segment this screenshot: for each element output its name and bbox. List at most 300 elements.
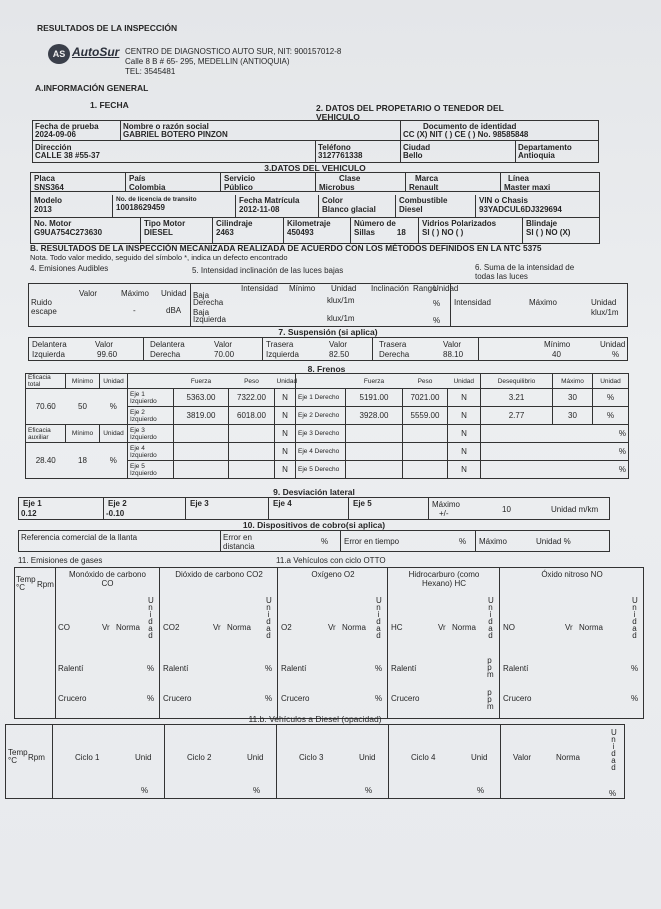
error-tiempo-label: Error en tiempo xyxy=(344,537,400,546)
referencia-cell xyxy=(19,531,221,551)
fuerza-label: Fuerza xyxy=(174,374,229,389)
nombre-value: GABRIEL BOTERO PINZON xyxy=(123,129,228,139)
gas-column xyxy=(55,567,160,719)
licencia-cell xyxy=(113,195,236,217)
suspension-label: Trasera Izquierda xyxy=(266,340,299,359)
s5-klux-izq: klux/1m xyxy=(327,314,355,323)
ef-total-min: 50 xyxy=(66,389,100,425)
ralenti-unit: % xyxy=(265,664,273,673)
norma-label: Norma xyxy=(579,623,604,632)
eje-label: Eje 4 xyxy=(273,499,292,508)
diesel-heading: 11.b. Vehículos a Diesel (opacidad) xyxy=(248,714,382,724)
lights-table xyxy=(28,283,628,327)
s4-max-value: - xyxy=(133,306,136,315)
unidad-vertical-label: Unidad xyxy=(611,728,617,772)
vehicle-row-1 xyxy=(30,172,600,191)
motor-cell xyxy=(31,218,141,243)
suspension-table xyxy=(28,337,628,361)
placa-value: SNS364 xyxy=(34,183,64,191)
nombre-label: Nombre o razón social xyxy=(123,121,209,131)
vr-label: Vr xyxy=(328,623,336,632)
axle-left-unit: N xyxy=(275,461,296,479)
direccion-label: Dirección xyxy=(35,142,72,152)
suspension-valor-label: Valor xyxy=(329,340,348,349)
telefono-value: 3127761338 xyxy=(318,150,363,160)
axle-right-peso: 7021.00 xyxy=(403,389,448,407)
logo-text: AutoSur xyxy=(72,45,120,59)
diesel-table xyxy=(5,724,625,799)
cilindraje-cell xyxy=(213,218,284,243)
tipo-motor-label: Tipo Motor xyxy=(144,219,186,228)
crucero-label: Crucero xyxy=(503,694,532,703)
s5-heading: 5. Intensidad inclinación de las luces bajas xyxy=(192,266,344,275)
ef-unidad-label: Unidad xyxy=(100,374,128,389)
company-phone: TEL: 3545481 xyxy=(125,67,176,76)
vehicle-row-3 xyxy=(30,217,600,244)
axle-right-label: Eje 1 Derecho xyxy=(296,389,346,407)
fuerza-label-2: Fuerza xyxy=(346,374,403,389)
ef-aux-minimo-label: Mínimo xyxy=(66,425,100,443)
referencia-label: Referencia comercial de la llanta xyxy=(21,533,138,542)
s5-cell xyxy=(191,284,459,326)
suspension-value: 82.50 xyxy=(329,350,350,359)
suspension-unidad: % xyxy=(612,350,620,359)
axle-right-unit: N xyxy=(448,425,481,443)
norma-label: Norma xyxy=(227,623,252,632)
crucero-unit: % xyxy=(375,694,383,703)
s5-pct-izq: % xyxy=(433,316,441,325)
cilindraje-label: Cilindraje xyxy=(216,219,253,228)
fecha-cell xyxy=(33,121,121,141)
ralenti-unit: % xyxy=(631,664,639,673)
s6-unit: klux/1m xyxy=(591,308,619,317)
departamento-label: Departamento xyxy=(518,142,572,152)
documento-cell xyxy=(401,121,599,141)
s5-intensidad: Intensidad xyxy=(241,284,278,293)
axle-right-label: Eje 4 Derecho xyxy=(296,443,346,461)
fecha-matricula-cell xyxy=(236,195,319,217)
pct: % xyxy=(253,786,261,795)
direccion-value: CALLE 38 #55-37 xyxy=(35,150,100,160)
ciclo-label: Ciclo 2 xyxy=(187,753,212,762)
desviacion-eje-4 xyxy=(269,498,349,519)
ef-total-unit: % xyxy=(100,389,128,425)
suspension-del-izq xyxy=(29,338,144,360)
axle-right-fuerza: 5191.00 xyxy=(346,389,403,407)
s5-minimo: Mínimo xyxy=(289,284,316,293)
ralenti-label: Ralentí xyxy=(58,664,84,673)
axle-left-label: Eje 4 Izquierdo xyxy=(128,443,174,461)
ralenti-label: Ralentí xyxy=(391,664,417,673)
servicio-cell xyxy=(221,173,316,191)
crucero-unit: % xyxy=(265,694,273,703)
axle-left-label: Eje 5 Izquierdo xyxy=(128,461,174,479)
axle-left-unit: N xyxy=(275,389,296,407)
frenos-heading: 8. Frenos xyxy=(307,364,346,374)
pct: % xyxy=(321,537,329,546)
desviacion-heading: 9. Desviación lateral xyxy=(273,487,355,497)
fecha-matricula-value: 2012-11-08 xyxy=(239,205,280,214)
temp-label: Temp °C xyxy=(8,748,28,765)
axle-left-unit: N xyxy=(275,443,296,461)
table-row xyxy=(26,425,629,443)
eje-label: Eje 5 xyxy=(353,499,372,508)
axle-left-label: Eje 1 Izquierdo xyxy=(128,389,174,407)
suspension-tras-izq xyxy=(263,338,373,360)
axle-left-label: Eje 3 Izquierdo xyxy=(128,425,174,443)
sillas-value: 18 xyxy=(396,228,406,237)
ralenti-unit: % xyxy=(375,664,383,673)
s4-valor: Valor xyxy=(79,289,98,298)
gas-title: Dióxido de carbono CO2 xyxy=(175,570,263,579)
ciudad-cell xyxy=(401,141,516,163)
ef-aux-min: 18 xyxy=(66,443,100,479)
clase-cell xyxy=(316,173,406,191)
unidad-vertical-label: Unidad xyxy=(376,596,382,640)
gas-symbol: HC xyxy=(391,623,403,632)
pct: % xyxy=(609,789,617,798)
linea-label: Línea xyxy=(508,174,529,183)
ciudad-label: Ciudad xyxy=(403,142,431,152)
unid-label: Unid xyxy=(471,753,488,762)
s4-unidad: Unidad xyxy=(161,289,187,298)
company-logo xyxy=(48,44,120,64)
suspension-value: 70.00 xyxy=(214,350,235,359)
ciclo-4-cell xyxy=(389,725,501,798)
suspension-unidad-label: Unidad xyxy=(600,340,626,349)
maximo-label: Máximo xyxy=(432,500,461,509)
error-tiempo-cell xyxy=(341,531,476,551)
vin-label: VIN o Chasis xyxy=(479,196,528,205)
ef-minimo-label: Mínimo xyxy=(66,374,100,389)
unid-label: Unid xyxy=(247,753,264,762)
norma-label: Norma xyxy=(342,623,367,632)
s4-ruido: Ruido escape xyxy=(31,298,57,316)
desequilibrio-label: Desequilibrio xyxy=(481,374,553,389)
linea-value: Master maxi xyxy=(504,183,551,191)
eje-label: Eje 2 xyxy=(108,499,127,508)
ciclo-3-cell xyxy=(277,725,389,798)
axle-right-label: Eje 5 Derecho xyxy=(296,461,346,479)
placa-label: Placa xyxy=(34,174,55,183)
unidad-vertical-label: Unidad xyxy=(632,596,638,640)
modelo-cell xyxy=(31,195,113,217)
unidad-label-3: Unidad xyxy=(593,374,629,389)
axle-right-peso: 5559.00 xyxy=(403,407,448,425)
placa-cell xyxy=(31,173,126,191)
otto-heading: 11.a Vehículos con ciclo OTTO xyxy=(276,556,386,565)
unidad-vertical-label: Unidad xyxy=(266,596,272,640)
clase-value: Microbus xyxy=(319,183,355,191)
axle-right-fuerza: 3928.00 xyxy=(346,407,403,425)
motor-value: G9UA754C273630 xyxy=(34,228,103,237)
vehicle-heading: 3.DATOS DEL VEHICULO xyxy=(264,163,366,173)
tipo-motor-value: DIESEL xyxy=(144,228,173,237)
modelo-value: 2013 xyxy=(34,205,52,214)
modelo-label: Modelo xyxy=(34,196,62,205)
gas-column xyxy=(500,567,644,719)
ciclo-label: Ciclo 1 xyxy=(75,753,100,762)
norma-label: Norma xyxy=(556,753,581,762)
axle-left-peso: 7322.00 xyxy=(229,389,275,407)
gas-symbol: O2 xyxy=(281,623,292,632)
vin-value: 93YADCUL6DJ329694 xyxy=(479,205,562,214)
sillas-cell xyxy=(351,218,419,243)
vidrios-value: SI ( ) NO ( ) xyxy=(422,228,464,237)
desequilibrio-unit: % xyxy=(481,443,629,461)
desviacion-eje-2 xyxy=(104,498,186,519)
ef-aux-unit: % xyxy=(100,443,128,479)
suspension-label: Delantera Izquierda xyxy=(32,340,67,359)
color-cell xyxy=(319,195,396,217)
crucero-unit: ppm xyxy=(487,688,494,711)
maximo-label: Máximo xyxy=(479,537,508,546)
crucero-label: Crucero xyxy=(281,694,310,703)
combustible-label: Combustible xyxy=(399,196,448,205)
suspension-valor-label: Valor xyxy=(443,340,462,349)
s5-klux-der: klux/1m xyxy=(327,296,355,305)
cobro-heading: 10. Dispositivos de cobro(si aplica) xyxy=(242,520,386,530)
suspension-valor-label: Valor xyxy=(95,340,114,349)
unid-label: Unid xyxy=(359,753,376,762)
telefono-cell xyxy=(316,141,401,163)
eje-label: Eje 1 xyxy=(23,499,42,508)
axle-right-unit: N xyxy=(448,461,481,479)
crucero-label: Crucero xyxy=(391,694,420,703)
valor-label: Valor xyxy=(513,753,532,762)
vin-cell xyxy=(476,195,599,217)
vidrios-label: Vidrios Polarizados xyxy=(422,219,497,228)
axle-left-peso: 6018.00 xyxy=(229,407,275,425)
maximo-label: Máximo xyxy=(553,374,593,389)
desequilibrio-unit: % xyxy=(593,389,629,407)
desviacion-eje-3 xyxy=(186,498,269,519)
page-title: RESULTADOS DE LA INSPECCIÓN xyxy=(37,23,178,33)
axle-right-unit: N xyxy=(448,443,481,461)
s5-unidad-2: Unidad xyxy=(433,284,459,293)
ciudad-value: Bello xyxy=(403,150,423,160)
axle-left-unit: N xyxy=(275,425,296,443)
marca-cell xyxy=(406,173,501,191)
maximo-value: 30 xyxy=(553,389,593,407)
pct: % xyxy=(365,786,373,795)
vidrios-cell xyxy=(419,218,523,243)
fecha-value: 2024-09-06 xyxy=(35,129,76,139)
ciclo-label: Ciclo 3 xyxy=(299,753,324,762)
s4-cell xyxy=(29,284,191,326)
direccion-cell xyxy=(33,141,316,163)
pais-cell xyxy=(126,173,221,191)
logo-badge: AS xyxy=(48,44,70,64)
unidad-vertical-label: Unidad xyxy=(148,596,154,640)
axle-right-unit: N xyxy=(448,389,481,407)
ciclo-1-cell xyxy=(53,725,165,798)
ef-aux-unidad-label: Unidad xyxy=(100,425,128,443)
sillas-label-2: Sillas xyxy=(354,228,375,237)
desviacion-eje-5 xyxy=(349,498,429,519)
temp-label: Temp °C xyxy=(16,575,36,592)
ciclo-2-cell xyxy=(165,725,277,798)
pais-label: País xyxy=(129,174,146,183)
s6-unidad: Unidad xyxy=(591,298,617,307)
telefono-label: Teléfono xyxy=(318,142,351,152)
s5-rango: Rango xyxy=(413,284,437,293)
maximo-value: 30 xyxy=(553,407,593,425)
table-row xyxy=(26,389,629,407)
company-name: CENTRO DE DIAGNOSTICO AUTO SUR, NIT: 900157012-8 xyxy=(125,47,342,56)
norma-label: Norma xyxy=(116,623,141,632)
gas-column xyxy=(160,567,278,719)
unidad-label: Unidad m/km xyxy=(551,505,599,514)
error-distancia-cell xyxy=(221,531,341,551)
suspension-minimo xyxy=(479,338,627,360)
s6-cell xyxy=(451,284,627,326)
linea-cell xyxy=(501,173,599,191)
desviacion-table xyxy=(18,497,610,520)
desequilibrio-value: 3.21 xyxy=(481,389,553,407)
temp-rpm-cell xyxy=(15,568,56,718)
gas-title: Oxígeno O2 xyxy=(311,570,355,579)
crucero-unit: % xyxy=(631,694,639,703)
blindaje-label: Blindaje xyxy=(526,219,558,228)
gas-title: Hidrocarburo (como Hexano) HC xyxy=(408,570,480,588)
blindaje-value: SI ( ) NO (X) xyxy=(526,228,571,237)
eje-label: Eje 3 xyxy=(190,499,209,508)
tipo-motor-cell xyxy=(141,218,213,243)
servicio-label: Servicio xyxy=(224,174,256,183)
peso-label: Peso xyxy=(229,374,275,389)
vr-label: Vr xyxy=(565,623,573,632)
combustible-cell xyxy=(396,195,476,217)
suspension-valor-label: Valor xyxy=(214,340,233,349)
cilindraje-value: 2463 xyxy=(216,228,234,237)
suspension-label: Delantera Derecha xyxy=(150,340,185,359)
clase-label: Clase xyxy=(339,174,361,183)
crucero-label: Crucero xyxy=(58,694,87,703)
licencia-value: 10018629459 xyxy=(116,203,165,212)
unidad-vertical-label: Unidad xyxy=(488,596,494,640)
owner-heading: 2. DATOS DEL PROPETARIO O TENEDOR DEL VEHICULO xyxy=(316,103,504,122)
vr-label: Vr xyxy=(102,623,110,632)
company-address: Calle 8 B # 65- 295, MEDELLIN (ANTIOQUIA) xyxy=(125,57,290,66)
rpm-label: Rpm xyxy=(37,580,54,589)
ef-total-value: 70.60 xyxy=(26,389,66,425)
nombre-cell xyxy=(121,121,401,141)
eje-value: 0.12 xyxy=(21,509,37,518)
suspension-del-der xyxy=(144,338,263,360)
section-a-heading: A.INFORMACIÓN GENERAL xyxy=(35,83,149,93)
s5-unidad: Unidad xyxy=(331,284,357,293)
gas-column xyxy=(278,567,388,719)
peso-label-2: Peso xyxy=(403,374,448,389)
suspension-heading: 7. Suspensión (si aplica) xyxy=(278,327,378,337)
vr-label: Vr xyxy=(213,623,221,632)
desviacion-eje-1 xyxy=(19,498,104,519)
kilometraje-label: Kilometraje xyxy=(287,219,331,228)
documento-label: Documento de identidad xyxy=(423,121,517,131)
marca-value: Renault xyxy=(409,183,439,191)
table-row xyxy=(26,443,629,461)
departamento-value: Antioquia xyxy=(518,150,555,160)
norma-label: Norma xyxy=(452,623,477,632)
blindaje-cell xyxy=(523,218,599,243)
vr-label: Vr xyxy=(438,623,446,632)
maximo-value: 10 xyxy=(502,505,511,514)
marca-label: Marca xyxy=(415,174,439,183)
documento-value: CC (X) NIT ( ) CE ( ) No. 98585848 xyxy=(403,129,529,139)
motor-label: No. Motor xyxy=(34,219,72,228)
rpm-label: Rpm xyxy=(28,753,45,762)
maximo-cell xyxy=(476,531,609,551)
axle-right-label: Eje 2 Derecho xyxy=(296,407,346,425)
kilometraje-cell xyxy=(284,218,351,243)
pct: % xyxy=(477,786,485,795)
pct: % xyxy=(141,786,149,795)
gas-column xyxy=(388,567,500,719)
fecha-label: Fecha de prueba xyxy=(35,121,99,131)
ef-aux-value: 28.40 xyxy=(26,443,66,479)
s4-heading: 4. Emisiones Audibles xyxy=(30,264,109,273)
desequilibrio-value: 2.77 xyxy=(481,407,553,425)
desequilibrio-unit: % xyxy=(481,425,629,443)
nota: Nota. Todo valor medido, seguido del símbolo *, indica un defecto encontrado xyxy=(30,253,288,262)
ralenti-unit: % xyxy=(147,664,155,673)
cobro-table xyxy=(18,530,610,552)
axle-left-label: Eje 2 Izquierdo xyxy=(128,407,174,425)
suspension-tras-der xyxy=(373,338,479,360)
licencia-label: No. de licencia de transito xyxy=(116,196,197,203)
color-label: Color xyxy=(322,196,343,205)
unid-label: Unid xyxy=(135,753,152,762)
ralenti-label: Ralentí xyxy=(503,664,529,673)
axle-right-unit: N xyxy=(448,407,481,425)
owner-table xyxy=(32,120,599,163)
s5-inclinacion: Inclinación xyxy=(371,284,409,293)
ralenti-label: Ralentí xyxy=(163,664,189,673)
desequilibrio-unit: % xyxy=(593,407,629,425)
suspension-minimo-value: 40 xyxy=(552,350,561,359)
color-value: Blanco glacial xyxy=(322,205,376,214)
gas-symbol: CO2 xyxy=(163,623,180,632)
s4-maximo: Máximo xyxy=(121,289,150,298)
gas-title: Óxido nitroso NO xyxy=(541,570,603,579)
axle-left-fuerza: 3819.00 xyxy=(174,407,229,425)
crucero-unit: % xyxy=(147,694,155,703)
crucero-label: Crucero xyxy=(163,694,192,703)
kilometraje-value: 450493 xyxy=(287,228,314,237)
frenos-table xyxy=(25,373,629,479)
gas-symbol: CO xyxy=(58,623,70,632)
sillas-label: Número de xyxy=(354,219,396,228)
desequilibrio-unit: % xyxy=(481,461,629,479)
eje-value: -0.10 xyxy=(106,509,125,518)
error-distancia-label: Error en distancia xyxy=(223,533,255,551)
servicio-value: Público xyxy=(224,183,253,191)
suspension-value: 99.60 xyxy=(97,350,118,359)
suspension-minimo-label: Mínimo xyxy=(544,340,571,349)
departamento-cell xyxy=(516,141,599,163)
pais-value: Colombia xyxy=(129,183,166,191)
axle-left-fuerza: 5363.00 xyxy=(174,389,229,407)
desviacion-maximo xyxy=(429,498,609,519)
gas-symbol: NO xyxy=(503,623,515,632)
s4-unit: dBA xyxy=(166,306,182,315)
axle-right-label: Eje 3 Derecho xyxy=(296,425,346,443)
ef-aux-label: Eficacia auxiliar xyxy=(26,425,66,443)
ralenti-unit: ppm xyxy=(487,656,494,679)
vehicle-row-2 xyxy=(30,191,600,217)
combustible-value: Diesel xyxy=(399,205,423,214)
